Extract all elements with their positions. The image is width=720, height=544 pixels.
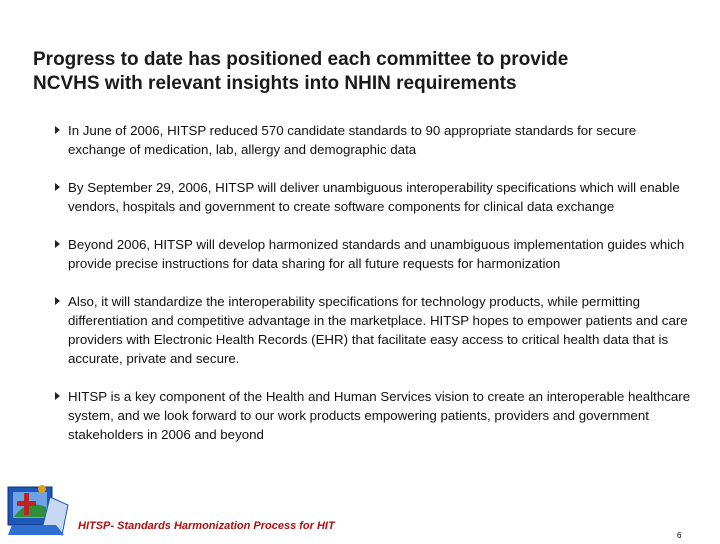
bullet-item <box>55 235 695 273</box>
triangle-right-icon <box>55 392 60 400</box>
page-number: 6 <box>677 531 682 540</box>
bullet-text: In June of 2006, HITSP reduced 570 candidate standards to 90 appropriate standards for secure exchange of medication, lab, allergy and demographic data <box>68 123 637 157</box>
triangle-right-icon <box>55 240 60 248</box>
title-line-1: Progress to date has positioned each committee to provide <box>33 49 569 70</box>
bullet-text: Beyond 2006, HITSP will develop harmonized standards and unambiguous implementation guides which provide precise instructions for data sharing for all future requests for harmonization <box>68 237 685 271</box>
bullet-text: By September 29, 2006, HITSP will deliver unambiguous interoperability specifications which will enable vendors, hospitals and government to create software components for clinical data exchange <box>68 180 680 214</box>
triangle-right-icon <box>55 126 60 134</box>
title-line-2: NCVHS with relevant insights into NHIN requirements <box>33 73 517 94</box>
bullet-item <box>55 178 695 216</box>
footer-organization: HITSP- Standards Harmonization Process for HIT <box>78 520 335 532</box>
bullet-list <box>55 121 695 463</box>
bullet-text: HITSP is a key component of the Health and Human Services vision to create an interoperable healthcare system, and we look forward to our work products empowering patients, providers and government stakeholders in 2006 and beyond <box>68 389 691 442</box>
bullet-text: Also, it will standardize the interoperability specifications for technology products, while permitting differentiation and competitive advantage in the marketplace. HITSP hopes to empower patients and care providers with Electronic Health Records (EHR) that facilitate easy access to critical health data that is accurate, private and secure. <box>68 294 688 366</box>
slide-title <box>33 48 693 96</box>
bullet-item <box>55 121 695 159</box>
bullet-item <box>55 387 695 444</box>
hitsp-logo-icon <box>6 477 70 539</box>
triangle-right-icon <box>55 183 60 191</box>
bullet-item <box>55 292 695 368</box>
triangle-right-icon <box>55 297 60 305</box>
